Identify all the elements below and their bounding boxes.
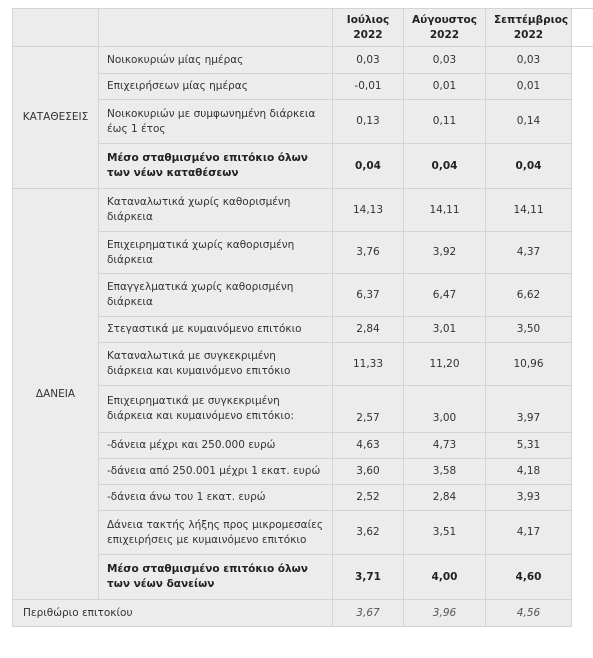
row-label: Νοικοκυριών με συμφωνημένη διάρκεια έως 1 έτος [99,100,333,144]
value-cell: 10,96 [486,343,572,386]
loans-row [13,386,593,433]
header-month-2: Αύγουστος 2022 [404,9,486,47]
value-cell: 0,03 [486,47,572,74]
value-cell: 3,51 [404,511,486,555]
value-cell: 4,00 [404,555,486,600]
value-cell: 0,01 [404,74,486,100]
row-end-blank [572,459,593,485]
row-end-blank [572,600,593,627]
loans-row [13,555,593,600]
row-label: Επαγγελματικά χωρίς καθορισμένη διάρκεια [99,274,333,317]
row-label: Καταναλωτικά με συγκεκριμένη διάρκεια και κυμαινόμενο επιτόκιο [99,343,333,386]
value-cell: 3,60 [333,459,404,485]
row-end-blank [572,555,593,600]
value-cell: 11,33 [333,343,404,386]
value-cell: 14,11 [486,189,572,232]
row-end-blank [572,144,593,189]
deposits-row [13,47,593,74]
value-cell: 3,97 [486,386,572,433]
row-label: Επιχειρηματικά χωρίς καθορισμένη διάρκεια [99,232,333,274]
value-cell: 0,04 [486,144,572,189]
value-cell: 3,62 [333,511,404,555]
value-cell: 6,47 [404,274,486,317]
value-cell: 3,50 [486,317,572,343]
loans-row [13,317,593,343]
row-end-blank [572,386,593,433]
value-cell: 3,58 [404,459,486,485]
value-cell: 4,17 [486,511,572,555]
row-label: Νοικοκυριών μίας ημέρας [99,47,333,74]
value-cell: 3,00 [404,386,486,433]
margin-row [13,600,593,627]
value-cell: 2,57 [333,386,404,433]
row-label: Καταναλωτικά χωρίς καθορισμένη διάρκεια [99,189,333,232]
value-cell: 4,37 [486,232,572,274]
row-end-blank [572,317,593,343]
row-end-blank [572,189,593,232]
deposits-section-label: ΚΑΤΑΘΕΣΕΙΣ [13,47,99,189]
header-month-1: Ιούλιος 2022 [333,9,404,47]
value-cell: 11,20 [404,343,486,386]
value-cell: 0,03 [404,47,486,74]
margin-value-cell: 4,56 [486,600,572,627]
value-cell: 2,84 [404,485,486,511]
row-label: Επιχειρηματικά με συγκεκριμένη διάρκεια και κυμαινόμενο επιτόκιο: [99,386,333,433]
value-cell: 0,13 [333,100,404,144]
value-cell: 0,14 [486,100,572,144]
value-cell: 0,04 [333,144,404,189]
value-cell: 2,84 [333,317,404,343]
deposits-row [13,74,593,100]
row-label: Στεγαστικά με κυμαινόμενο επιτόκιο [99,317,333,343]
row-label: -δάνεια από 250.001 μέχρι 1 εκατ. ευρώ [99,459,333,485]
margin-label: Περιθώριο επιτοκίου [13,600,333,627]
value-cell: 6,37 [333,274,404,317]
value-cell: 4,60 [486,555,572,600]
loans-row [13,433,593,459]
value-cell: 3,71 [333,555,404,600]
deposits-row [13,144,593,189]
value-cell: 0,11 [404,100,486,144]
margin-value-cell: 3,96 [404,600,486,627]
loans-row [13,189,593,232]
row-end-blank [572,100,593,144]
header-blank-section [13,9,99,47]
row-end-blank [572,74,593,100]
loans-row [13,274,593,317]
row-label: Δάνεια τακτής λήξης προς μικρομεσαίες επιχειρήσεις με κυμαινόμενο επιτόκιο [99,511,333,555]
loans-row [13,511,593,555]
deposits-row [13,100,593,144]
value-cell: 2,52 [333,485,404,511]
loans-row [13,343,593,386]
value-cell: 14,13 [333,189,404,232]
header-row [13,9,593,47]
row-label: Μέσο σταθμισμένο επιτόκιο όλων των νέων καταθέσεων [99,144,333,189]
value-cell: 0,04 [404,144,486,189]
loans-row [13,485,593,511]
value-cell: 5,31 [486,433,572,459]
row-label: -δάνεια μέχρι και 250.000 ευρώ [99,433,333,459]
interest-rates-table [12,8,593,627]
value-cell: -0,01 [333,74,404,100]
row-end-blank [572,274,593,317]
loans-row [13,459,593,485]
row-label: Μέσο σταθμισμένο επιτόκιο όλων των νέων δανείων [99,555,333,600]
value-cell: 4,63 [333,433,404,459]
row-label: -δάνεια άνω του 1 εκατ. ευρώ [99,485,333,511]
loans-row [13,232,593,274]
value-cell: 0,03 [333,47,404,74]
row-end-blank [572,511,593,555]
value-cell: 3,76 [333,232,404,274]
row-end-blank [572,433,593,459]
header-blank-label [99,9,333,47]
header-month-3: Σεπτέμβριος 2022 [486,9,572,47]
value-cell: 6,62 [486,274,572,317]
value-cell: 3,01 [404,317,486,343]
value-cell: 14,11 [404,189,486,232]
row-label: Επιχειρήσεων μίας ημέρας [99,74,333,100]
value-cell: 0,01 [486,74,572,100]
row-end-blank [572,232,593,274]
loans-section-label: ΔΑΝΕΙΑ [13,189,99,600]
row-end-blank [572,343,593,386]
value-cell: 4,18 [486,459,572,485]
row-end-blank [572,47,593,74]
value-cell: 3,93 [486,485,572,511]
header-blank-end [572,9,593,47]
row-end-blank [572,485,593,511]
value-cell: 4,73 [404,433,486,459]
margin-value-cell: 3,67 [333,600,404,627]
value-cell: 3,92 [404,232,486,274]
